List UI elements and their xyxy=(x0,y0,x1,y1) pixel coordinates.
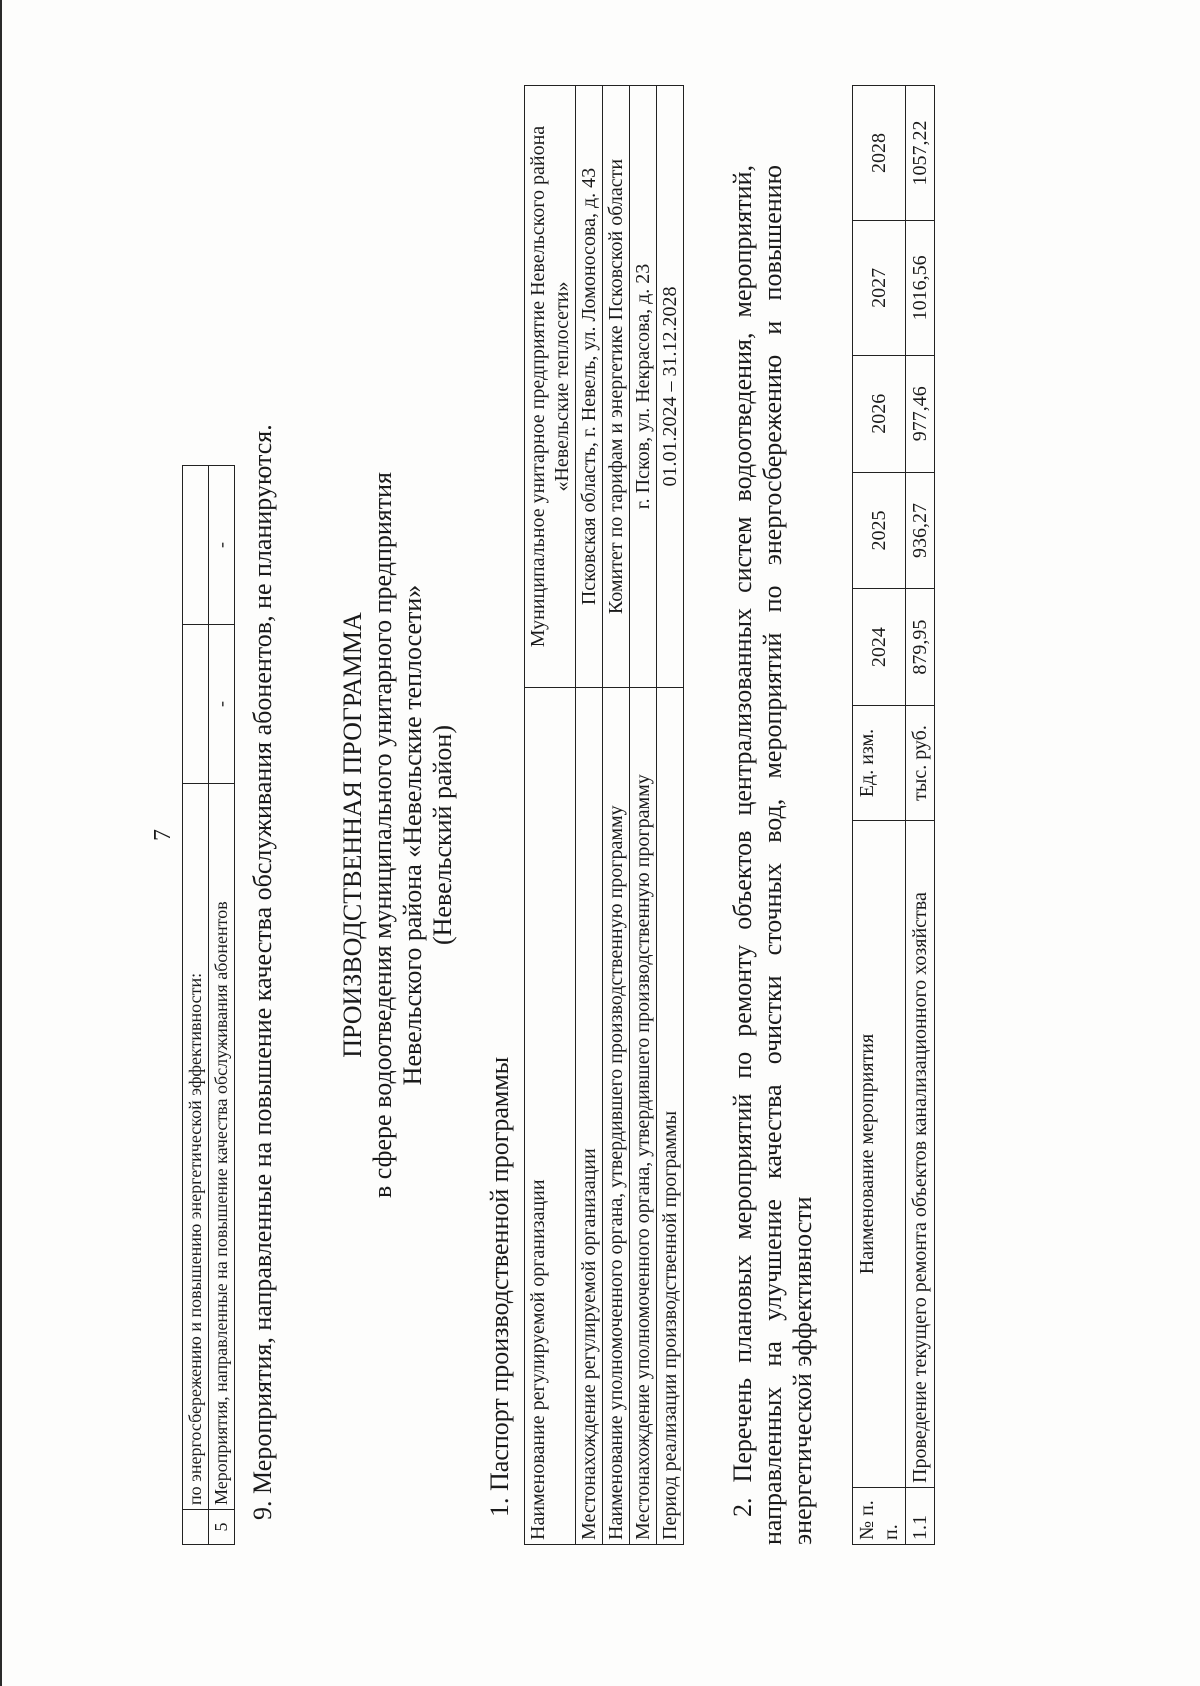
column-header-year: 2026 xyxy=(853,355,906,472)
table-row xyxy=(576,86,603,1545)
paragraph-line: направленных на улучшение качества очистки сточных вод, мероприятий по энергосбережению и повышению xyxy=(758,165,787,1545)
table-cell-value: 977,46 xyxy=(906,355,935,472)
document-title xyxy=(338,85,458,1585)
column-header-unit: Ед. изм. xyxy=(853,706,906,821)
paragraph-line: энергетической эффективности xyxy=(788,1196,817,1545)
passport-label: Наименование уполномоченного органа, утвердившего производственную программу xyxy=(603,688,630,1545)
title-line: ПРОИЗВОДСТВЕННАЯ ПРОГРАММА xyxy=(338,612,367,1058)
column-header-year: 2028 xyxy=(853,86,906,221)
table-cell-value xyxy=(183,466,209,625)
table-cell-text: Мероприятия, направленные на повышение качества обслуживания абонентов xyxy=(209,784,235,1510)
passport-value: Комитет по тарифам и энергетике Псковской области xyxy=(603,86,630,688)
table-cell-name: Проведение текущего ремонта объектов канализационного хозяйства xyxy=(906,821,935,1488)
column-header-year: 2024 xyxy=(853,589,906,706)
document-page xyxy=(100,85,1110,1585)
column-header-name: Наименование мероприятия xyxy=(853,821,906,1488)
table-cell-value xyxy=(183,625,209,784)
table-row xyxy=(630,86,657,1545)
passport-heading: 1. Паспорт производственной программы xyxy=(485,1056,514,1517)
column-header-num: № п. п. xyxy=(853,1488,906,1545)
table-cell-num: 1.1 xyxy=(906,1488,935,1545)
table-cell-value: 1057,22 xyxy=(906,86,935,221)
passport-label: Наименование регулируемой организации xyxy=(525,688,576,1545)
table-row xyxy=(209,466,235,1545)
page-number: 7 xyxy=(150,829,176,841)
table-cell-value: 936,27 xyxy=(906,472,935,589)
table-cell-value: - xyxy=(209,625,235,784)
passport-value: г. Псков, ул. Некрасова, д. 23 xyxy=(630,86,657,688)
table-cell-unit: тыс. руб. xyxy=(906,706,935,821)
table-cell-num xyxy=(183,1510,209,1545)
title-line: Невельского района «Невельские теплосети» xyxy=(398,584,427,1086)
table-cell-value: 1016,56 xyxy=(906,220,935,355)
passport-value: Псковская область, г. Невель, ул. Ломоносова, д. 43 xyxy=(576,86,603,688)
table-row xyxy=(525,86,576,1545)
table-row xyxy=(906,86,935,1545)
passport-label: Местонахождение уполномоченного органа, утвердившего производственную программу xyxy=(630,688,657,1545)
table-cell-num: 5 xyxy=(209,1510,235,1545)
title-line: в сфере водоотведения муниципального унитарного предприятия xyxy=(368,472,397,1198)
passport-table xyxy=(524,85,684,1545)
measures-table xyxy=(852,85,935,1545)
passport-value: 01.01.2024 – 31.12.2028 xyxy=(657,86,684,688)
table-cell-value: 879,95 xyxy=(906,589,935,706)
table-row xyxy=(183,466,209,1545)
paragraph-line: 2. Перечень плановых мероприятий по ремонту объектов централизованных систем водоотведения, мероприятий, xyxy=(728,165,757,1517)
section-9-paragraph: 9. Мероприятия, направленные на повышение качества обслуживания абонентов, не планируются. xyxy=(248,424,277,1520)
passport-label: Период реализации производственной программы xyxy=(657,688,684,1545)
passport-value: Муниципальное унитарное предприятие Невельского района «Невельские теплосети» xyxy=(525,86,576,688)
continuation-table xyxy=(182,465,235,1545)
section-2-paragraph xyxy=(728,165,818,1545)
title-line: (Невельский район) xyxy=(428,725,457,945)
column-header-year: 2027 xyxy=(853,220,906,355)
table-row xyxy=(657,86,684,1545)
table-cell-text: по энергосбережению и повышению энергетической эффективности: xyxy=(183,784,209,1510)
table-header-row xyxy=(853,86,906,1545)
table-cell-value: - xyxy=(209,466,235,625)
column-header-year: 2025 xyxy=(853,472,906,589)
table-row xyxy=(603,86,630,1545)
passport-label: Местонахождение регулируемой организации xyxy=(576,688,603,1545)
